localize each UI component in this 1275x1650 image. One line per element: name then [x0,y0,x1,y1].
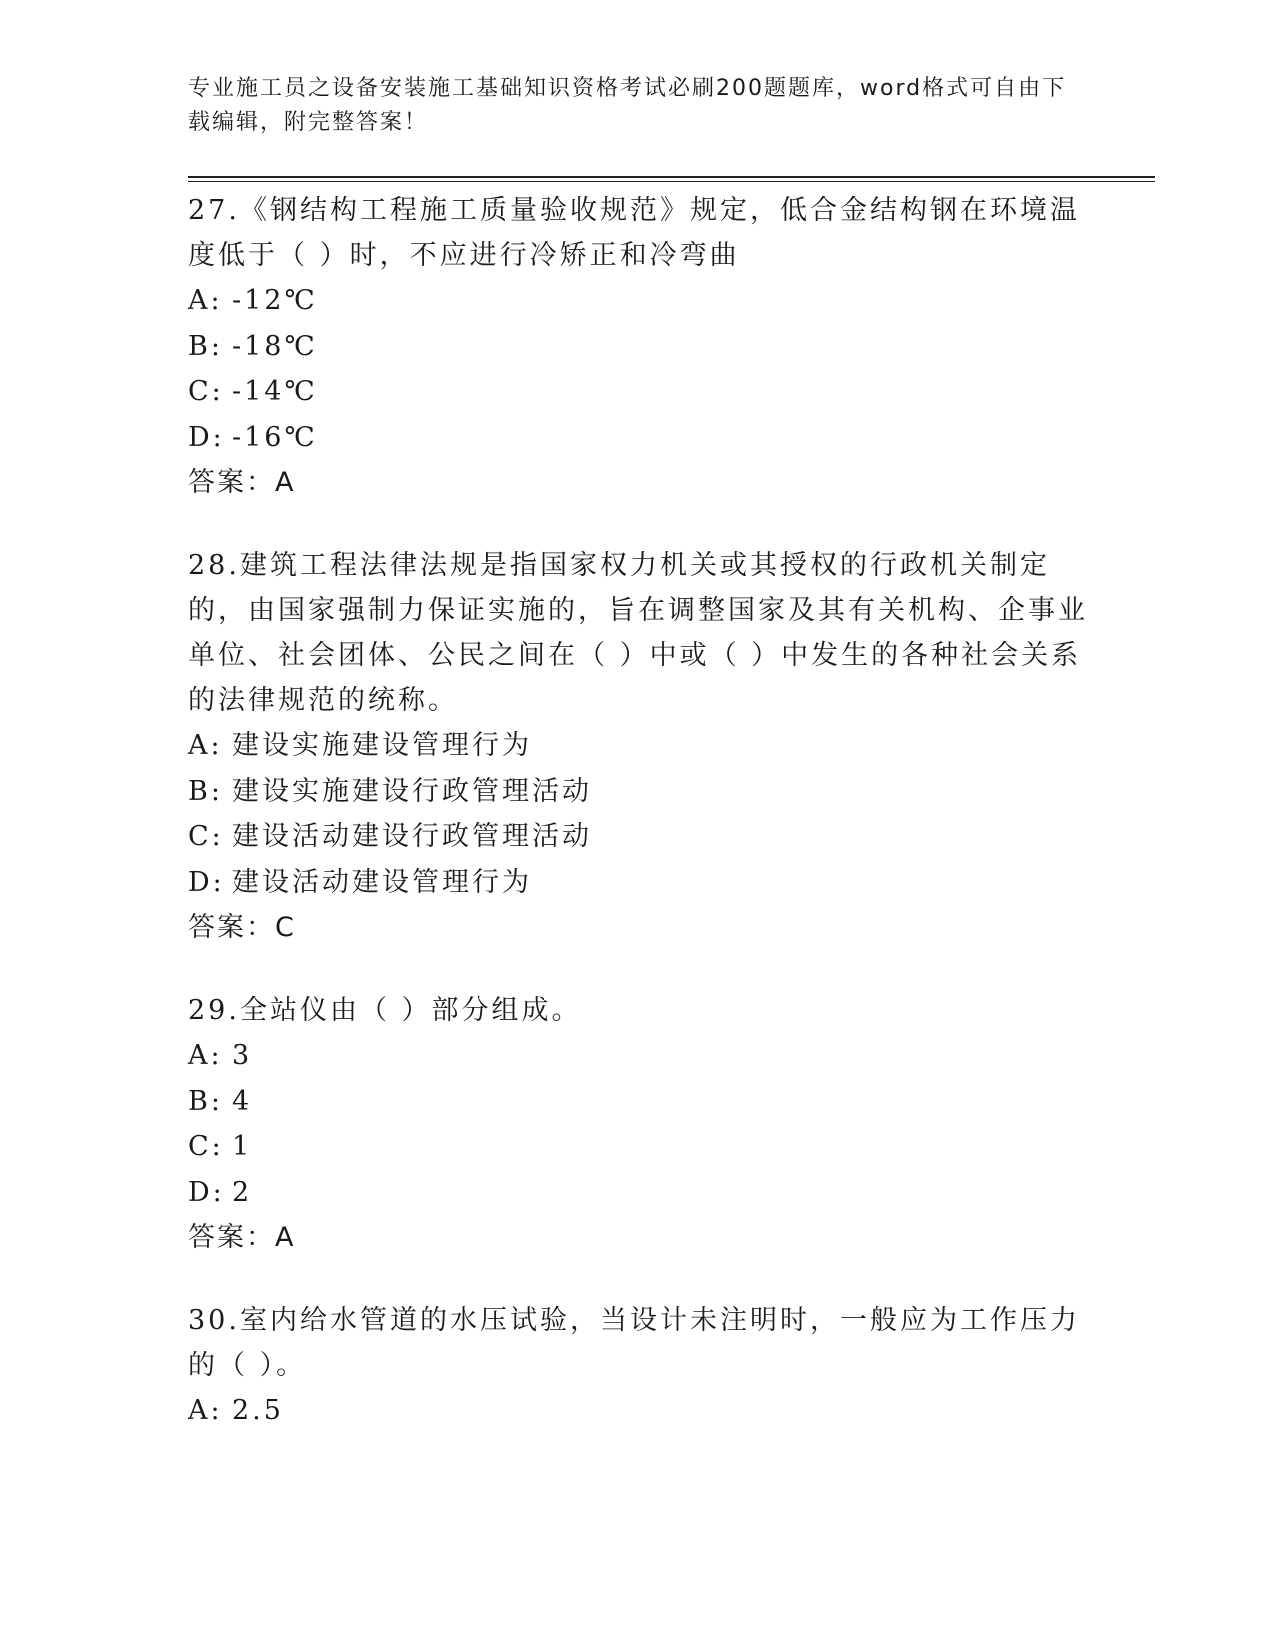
option-key: B: [188,775,223,807]
option-c [188,369,1088,415]
option-text: -18℃ [232,330,318,362]
option-b [188,324,1088,370]
option-key: A: [188,730,223,761]
answer-line: 答案：A [188,1222,296,1253]
question-stem: 29.全站仪由（ ）部分组成。 [188,995,582,1026]
option-text: 建设实施建设管理行为 [232,730,532,761]
option-d [188,860,1088,906]
option-text: 1 [232,1131,253,1162]
option-key: A: [188,1040,223,1071]
option-text: 3 [232,1040,253,1071]
option-text: 2.5 [232,1395,284,1426]
option-text: 建设实施建设行政管理活动 [232,775,592,807]
option-text: -12℃ [232,285,318,316]
option-text: 建设活动建设行政管理活动 [232,821,592,852]
option-d [188,415,1088,461]
option-key: D: [188,866,225,898]
option-text: 4 [232,1085,253,1117]
answer-line: 答案：A [188,467,296,498]
question-27 [188,188,1088,505]
option-d [188,1170,1088,1216]
question-stem: 27.《钢结构工程施工质量验收规范》规定，低合金结构钢在环境温度低于（ ）时，不应进行冷矫正和冷弯曲 [188,195,1080,271]
option-b [188,1079,1088,1125]
option-key: D: [188,421,225,453]
question-28 [188,543,1088,950]
question-29 [188,988,1088,1260]
document-header: 专业施工员之设备安装施工基础知识资格考试必刷200题题库，word格式可自由下载编辑，附完整答案！ [188,76,1067,135]
option-text: -16℃ [232,421,318,453]
option-key: C: [188,821,224,852]
option-b [188,769,1088,815]
option-key: A: [188,285,223,316]
question-30 [188,1298,1088,1434]
answer-line: 答案：C [188,912,296,943]
option-a [188,1388,1088,1434]
option-text: 2 [232,1176,253,1208]
option-text: -14℃ [232,376,318,407]
question-list [188,188,1088,1472]
option-key: B: [188,1085,223,1117]
option-key: C: [188,1131,224,1162]
option-key: A: [188,1395,223,1426]
option-text: 建设活动建设管理行为 [232,866,532,898]
option-c [188,1124,1088,1170]
header-divider-thin [188,181,1155,182]
question-stem: 30.室内给水管道的水压试验，当设计未注明时，一般应为工作压力的（ ）。 [188,1305,1080,1381]
option-key: C: [188,376,224,407]
option-key: B: [188,330,223,362]
option-a [188,1033,1088,1079]
option-c [188,814,1088,860]
question-stem: 28.建筑工程法律法规是指国家权力机关或其授权的行政机关制定的，由国家强制力保证实施的，旨在调整国家及其有关机构、企事业单位、社会团体、公民之间在（ ）中或（ ）中发生的各种社会关系的法律规范的统称。 [188,550,1088,716]
option-a [188,278,1088,324]
option-a [188,723,1088,769]
option-key: D: [188,1176,225,1208]
header-divider-thick [188,176,1155,178]
